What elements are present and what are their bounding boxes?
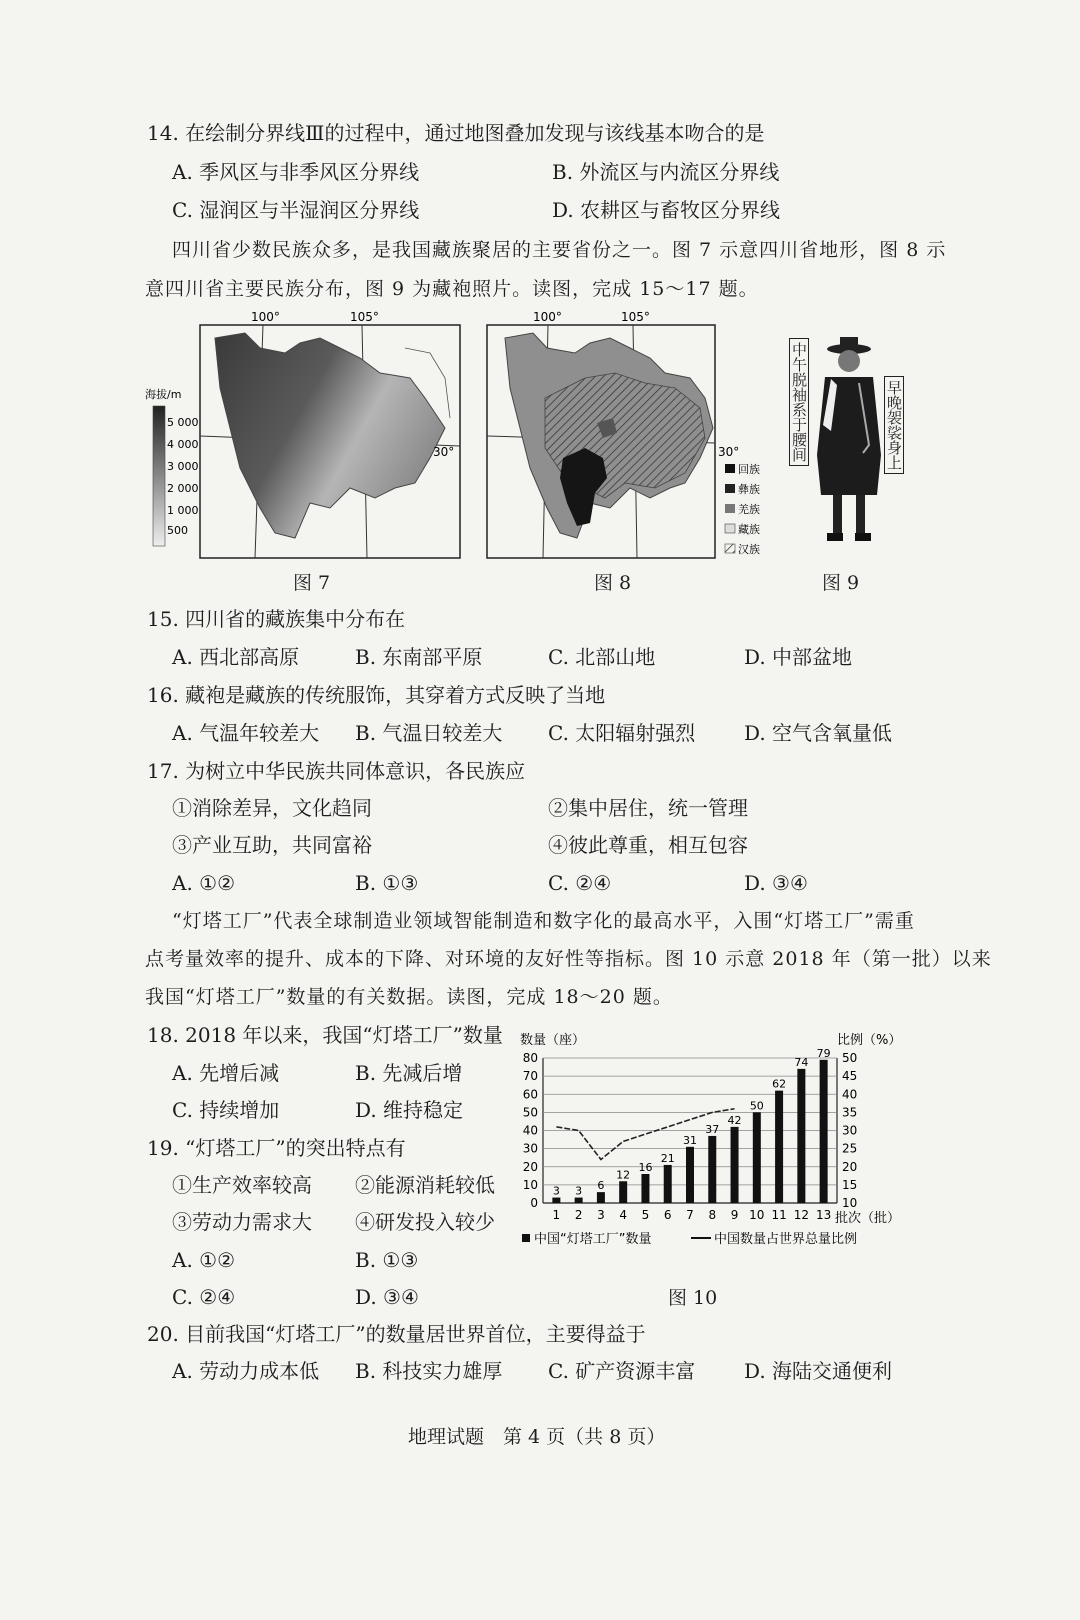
q19-statement-4: ④研发投入较少 — [355, 1210, 495, 1234]
y-tick-label: 10 — [522, 1177, 538, 1192]
x-tick-label: 3 — [597, 1208, 605, 1222]
q19-option-b[interactable]: B. ①③ — [355, 1248, 419, 1272]
q14-stem: 14. 在绘制分界线Ⅲ的过程中，通过地图叠加发现与该线基本吻合的是 — [147, 121, 765, 145]
y2-tick-label: 30 — [842, 1123, 858, 1138]
fig7-legend-level: 1 000 — [167, 504, 199, 517]
y-tick-label: 20 — [522, 1159, 538, 1174]
y-tick-label: 80 — [522, 1051, 538, 1065]
figure-8-caption: 图 8 — [594, 572, 632, 594]
q19-option-a[interactable]: A. ①② — [172, 1248, 236, 1272]
q18-stem: 18. 2018 年以来，我国“灯塔工厂”数量 — [147, 1023, 503, 1047]
fig7-lon-label: 100° — [251, 310, 280, 324]
x-tick-label: 13 — [815, 1208, 832, 1222]
q17-option-c[interactable]: C. ②④ — [548, 871, 612, 895]
figure-7-terrain-map — [145, 308, 465, 598]
fig7-legend-level: 3 000 — [167, 460, 199, 473]
fig7-lon-label: 105° — [350, 310, 379, 324]
figure-8-ethnic-map — [485, 308, 775, 568]
q19-option-d[interactable]: D. ③④ — [355, 1285, 419, 1309]
bar — [664, 1165, 672, 1203]
bar — [775, 1091, 783, 1203]
bar-value-label: 6 — [597, 1179, 605, 1193]
x-tick-label: 9 — [730, 1208, 739, 1222]
intro1-line2: 意四川省主要民族分布，图 9 为藏袍照片。读图，完成 15～17 题。 — [145, 278, 759, 300]
x-tick-label: 5 — [641, 1208, 650, 1222]
fig8-legend-item: 汉族 — [738, 543, 760, 556]
x-tick-label: 11 — [771, 1208, 787, 1222]
q19-statement-1: ①生产效率较高 — [172, 1173, 312, 1197]
y2-tick-label: 35 — [842, 1105, 858, 1120]
y2-tick-label: 45 — [842, 1069, 858, 1084]
q14-option-c[interactable]: C. 湿润区与半湿润区分界线 — [172, 198, 420, 222]
bar — [552, 1198, 560, 1203]
q17-statement-2: ②集中居住，统一管理 — [548, 796, 748, 820]
y2-tick-label: 10 — [842, 1196, 858, 1210]
q19-option-c[interactable]: C. ②④ — [172, 1285, 236, 1309]
x-axis-title: 批次（批） — [835, 1211, 901, 1226]
fig8-lon-label: 105° — [621, 310, 650, 324]
y2-tick-label: 50 — [842, 1051, 858, 1065]
q15-stem: 15. 四川省的藏族集中分布在 — [147, 607, 406, 631]
bar — [686, 1147, 694, 1203]
q14-option-b[interactable]: B. 外流区与内流区分界线 — [552, 160, 780, 184]
bar-value-label: 3 — [552, 1184, 560, 1198]
bar-value-label: 3 — [575, 1184, 583, 1198]
q17-stem: 17. 为树立中华民族共同体意识，各民族应 — [147, 759, 526, 783]
fig8-legend-item: 藏族 — [738, 523, 760, 536]
y-tick-label: 30 — [522, 1141, 538, 1156]
q19-statement-2: ②能源消耗较低 — [355, 1173, 495, 1197]
q17-option-d[interactable]: D. ③④ — [744, 871, 808, 895]
y2-tick-label: 20 — [842, 1159, 858, 1174]
q15-option-a[interactable]: A. 西北部高原 — [172, 645, 300, 669]
bar-value-label: 74 — [794, 1055, 809, 1069]
fig8-legend-item: 回族 — [738, 463, 760, 476]
legend-bar-label: 中国“灯塔工厂”数量 — [534, 1232, 652, 1247]
fig7-lat-label: 30° — [433, 445, 455, 459]
bar — [753, 1112, 761, 1203]
q15-option-b[interactable]: B. 东南部平原 — [355, 645, 483, 669]
q16-option-b[interactable]: B. 气温日较差大 — [355, 721, 503, 745]
q16-option-c[interactable]: C. 太阳辐射强烈 — [548, 721, 696, 745]
fig9-label-right: 早晚袈裟身上 — [884, 376, 904, 474]
x-tick-label: 6 — [663, 1208, 672, 1222]
y-tick-label: 70 — [522, 1069, 538, 1084]
q20-option-d[interactable]: D. 海陆交通便利 — [744, 1359, 893, 1383]
y-axis-title: 数量（座） — [520, 1033, 586, 1048]
bar — [641, 1174, 649, 1203]
bar-value-label: 21 — [660, 1151, 675, 1165]
fig7-legend-level: 5 000 — [167, 416, 199, 429]
fig8-lat-label: 30° — [718, 445, 740, 459]
fig8-legend-item: 羌族 — [738, 503, 760, 516]
y-tick-label: 40 — [522, 1123, 538, 1138]
y2-axis-title: 比例（%） — [837, 1033, 902, 1048]
q16-option-d[interactable]: D. 空气含氧量低 — [744, 721, 893, 745]
x-tick-label: 12 — [793, 1208, 810, 1222]
bar-value-label: 50 — [749, 1099, 764, 1113]
x-tick-label: 7 — [686, 1208, 694, 1222]
bar — [708, 1136, 716, 1203]
q17-statement-4: ④彼此尊重，相互包容 — [548, 833, 748, 857]
intro2-line3: 我国“灯塔工厂”数量的有关数据。读图，完成 18～20 题。 — [145, 986, 673, 1008]
bar — [575, 1198, 583, 1203]
q20-option-b[interactable]: B. 科技实力雄厚 — [355, 1359, 503, 1383]
y2-tick-label: 40 — [842, 1087, 858, 1102]
fig8-lon-label: 100° — [533, 310, 562, 324]
fig7-legend-title: 海拔/m — [145, 388, 182, 401]
q17-option-a[interactable]: A. ①② — [172, 871, 236, 895]
x-tick-label: 1 — [552, 1208, 561, 1222]
figure-10-caption: 图 10 — [668, 1287, 718, 1309]
intro2-line1: “灯塔工厂”代表全球制造业领域智能制造和数字化的最高水平，入围“灯塔工厂”需重 — [172, 910, 915, 932]
fig7-legend-level: 2 000 — [167, 482, 199, 495]
bar — [619, 1181, 627, 1203]
legend-line-label: 中国数量占世界总量比例 — [714, 1232, 858, 1247]
q19-statement-3: ③劳动力需求大 — [172, 1210, 312, 1234]
x-tick-label: 4 — [619, 1208, 628, 1222]
q14-option-a[interactable]: A. 季风区与非季风区分界线 — [172, 160, 420, 184]
q14-option-d[interactable]: D. 农耕区与畜牧区分界线 — [552, 198, 781, 222]
y-tick-label: 50 — [522, 1105, 538, 1120]
y2-tick-label: 25 — [842, 1141, 858, 1156]
q16-option-a[interactable]: A. 气温年较差大 — [172, 721, 320, 745]
bar-value-label: 16 — [638, 1161, 653, 1174]
q16-stem: 16. 藏袍是藏族的传统服饰，其穿着方式反映了当地 — [147, 683, 606, 707]
figure-10-chart — [505, 1028, 910, 1258]
q20-stem: 20. 目前我国“灯塔工厂”的数量居世界首位，主要得益于 — [147, 1322, 646, 1346]
q19-stem: 19. “灯塔工厂”的突出特点有 — [147, 1136, 406, 1160]
fig7-legend-level: 500 — [167, 524, 188, 537]
bar-value-label: 37 — [705, 1122, 720, 1136]
x-tick-label: 2 — [574, 1208, 583, 1222]
bar-value-label: 62 — [772, 1077, 787, 1091]
q15-option-c[interactable]: C. 北部山地 — [548, 645, 656, 669]
figure-9-caption: 图 9 — [822, 572, 860, 594]
intro1-line1: 四川省少数民族众多，是我国藏族聚居的主要省份之一。图 7 示意四川省地形，图 8 示 — [172, 239, 947, 261]
fig9-label-left: 中午脱袖系于腰间 — [789, 338, 809, 466]
fig8-legend-item: 彝族 — [738, 483, 760, 496]
y2-tick-label: 15 — [842, 1177, 858, 1192]
bar — [731, 1127, 739, 1203]
bar — [797, 1069, 805, 1203]
bar-value-label: 31 — [683, 1133, 697, 1147]
x-tick-label: 10 — [749, 1208, 765, 1222]
figure-7-caption: 图 7 — [293, 572, 331, 594]
legend-swatch-bar — [522, 1234, 530, 1242]
q17-statement-1: ①消除差异，文化趋同 — [172, 796, 372, 820]
bar-value-label: 42 — [727, 1113, 742, 1127]
q17-statement-3: ③产业互助，共同富裕 — [172, 833, 372, 857]
bar — [820, 1060, 828, 1203]
bar-value-label: 12 — [616, 1168, 631, 1182]
x-tick-label: 8 — [708, 1208, 717, 1222]
q15-option-d[interactable]: D. 中部盆地 — [744, 645, 853, 669]
q18-option-c[interactable]: C. 持续增加 — [172, 1098, 280, 1122]
fig7-legend-level: 4 000 — [167, 438, 199, 451]
q20-option-c[interactable]: C. 矿产资源丰富 — [548, 1359, 696, 1383]
bar — [597, 1192, 605, 1203]
y-tick-label: 0 — [530, 1196, 538, 1210]
q18-option-d[interactable]: D. 维持稳定 — [355, 1098, 464, 1122]
q17-option-b[interactable]: B. ①③ — [355, 871, 419, 895]
page-footer: 地理试题 第 4 页（共 8 页） — [408, 1426, 666, 1448]
q18-option-b[interactable]: B. 先减后增 — [355, 1061, 463, 1085]
q20-option-a[interactable]: A. 劳动力成本低 — [172, 1359, 320, 1383]
y-tick-label: 60 — [522, 1087, 538, 1102]
q18-option-a[interactable]: A. 先增后减 — [172, 1061, 280, 1085]
intro2-line2: 点考量效率的提升、成本的下降、对环境的友好性等指标。图 10 示意 2018 年（第一批）以来 — [145, 948, 992, 970]
bar-value-label: 79 — [816, 1046, 831, 1060]
